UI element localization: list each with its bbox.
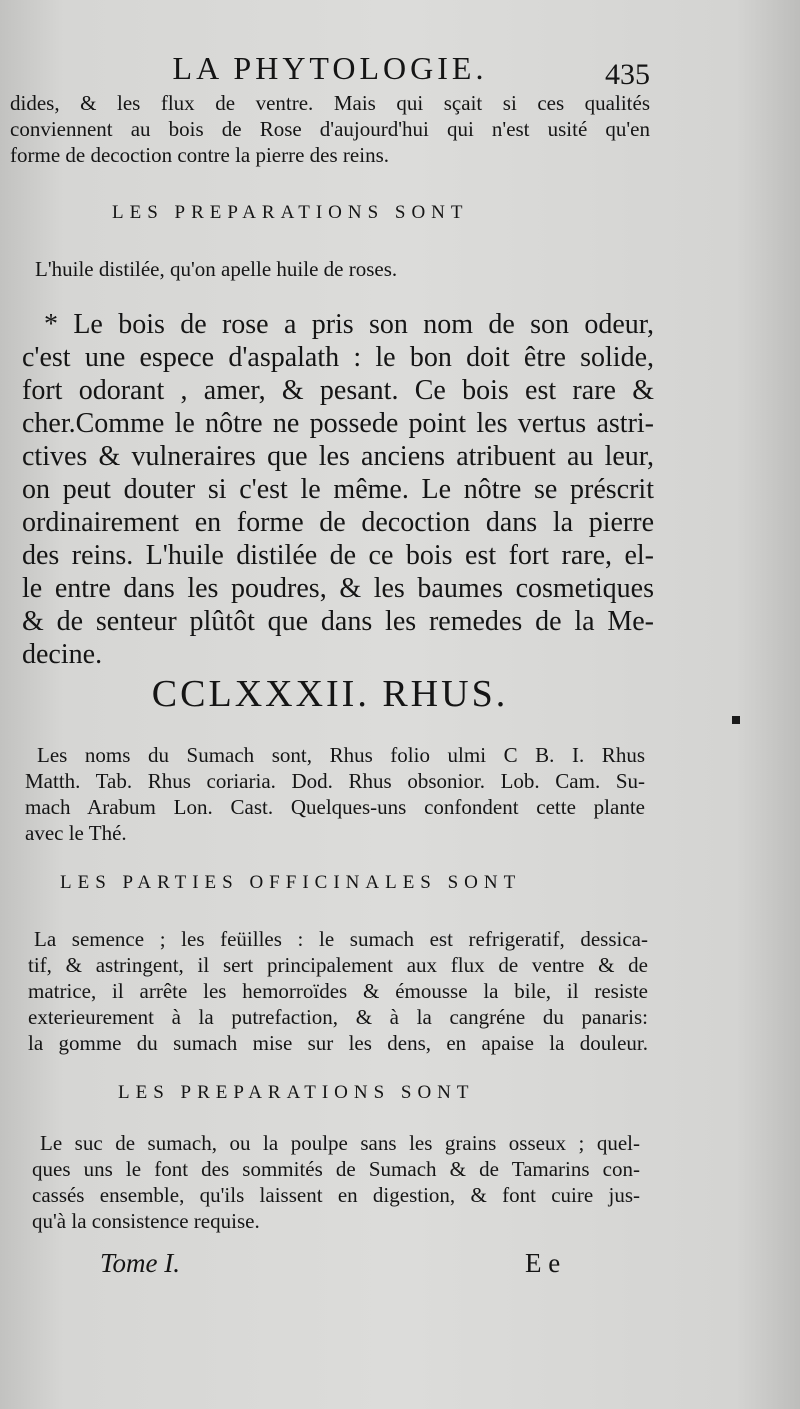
paragraph-names: [25, 742, 645, 846]
text-line: des reins. L'huile distilée de ce bois est fort rare, el-: [22, 540, 654, 571]
text-line: conviennent au bois de Rose d'aujourd'hui qui n'est usité qu'en: [10, 117, 650, 141]
paragraph-intro: [10, 90, 650, 168]
text-line: matrice, il arrête les hemorroïdes & émousse la bile, il resiste: [28, 979, 648, 1003]
paragraph-preparations: [32, 1130, 640, 1234]
text-line: on peut douter si c'est le même. Le nôtre se préscrit: [22, 474, 654, 505]
text-line: * Le bois de rose a pris son nom de son odeur,: [44, 309, 654, 340]
text-line: cher.Comme le nôtre ne possede point les vertus astri-: [22, 408, 654, 439]
page-number: 435: [605, 58, 650, 91]
paragraph-preparation: [35, 256, 495, 282]
text-line: mach Arabum Lon. Cast. Quelques-uns confondent cette plante: [25, 795, 645, 819]
section-header: LES PREPARATIONS SONT: [112, 202, 469, 223]
paragraph-note: [22, 308, 654, 671]
text-line: ctives & vulneraires que les anciens atribuent au leur,: [22, 441, 654, 472]
paragraph-parts: [28, 926, 648, 1056]
section-title: CCLXXXII. RHUS.: [151, 673, 509, 715]
text-line: avec le Thé.: [25, 821, 127, 845]
text-line: qu'à la consistence requise.: [32, 1209, 260, 1233]
text-line: tif, & astringent, il sert principalement aux flux de ventre & de: [28, 953, 648, 977]
text-line: Les noms du Sumach sont, Rhus folio ulmi C B. I. Rhus: [37, 743, 645, 767]
running-title: LA PHYTOLOGIE.: [172, 50, 488, 86]
text-line: ordinairement en forme de decoction dans la pierre: [22, 507, 654, 538]
text-line: exterieurement à la putrefaction, & à la cangréne du panaris:: [28, 1005, 648, 1029]
text-line: Le suc de sumach, ou la poulpe sans les grains osseux ; quel-: [40, 1131, 640, 1155]
text-line: forme de decoction contre la pierre des reins.: [10, 143, 389, 167]
signature-mark: E e: [525, 1248, 561, 1278]
ink-mark: [732, 716, 740, 724]
volume-label: Tome I.: [100, 1248, 181, 1278]
text-line: La semence ; les feüilles : le sumach est refrigeratif, dessica-: [34, 927, 648, 951]
text-line: c'est une espece d'aspalath : le bon doit être solide,: [22, 342, 654, 373]
text-line: ques uns le font des sommités de Sumach & de Tamarins con-: [32, 1157, 640, 1181]
text-line: & de senteur plûtôt que dans les remedes de la Me-: [22, 606, 654, 637]
section-header: LES PARTIES OFFICINALES SONT: [60, 872, 522, 893]
text-line: cassés ensemble, qu'ils laissent en digestion, & font cuire jus-: [32, 1183, 640, 1207]
text-line: la gomme du sumach mise sur les dens, en apaise la douleur.: [28, 1031, 648, 1055]
text-line: Matth. Tab. Rhus coriaria. Dod. Rhus obsonior. Lob. Cam. Su-: [25, 769, 645, 793]
text-line: L'huile distilée, qu'on apelle huile de roses.: [35, 257, 398, 281]
text-line: le entre dans les poudres, & les baumes cosmetiques: [22, 573, 654, 604]
text-line: decine.: [22, 639, 103, 670]
section-header: LES PREPARATIONS SONT: [118, 1082, 475, 1103]
text-line: dides, & les flux de ventre. Mais qui sçait si ces qualités: [10, 91, 650, 115]
text-line: fort odorant , amer, & pesant. Ce bois est rare &: [22, 375, 654, 406]
